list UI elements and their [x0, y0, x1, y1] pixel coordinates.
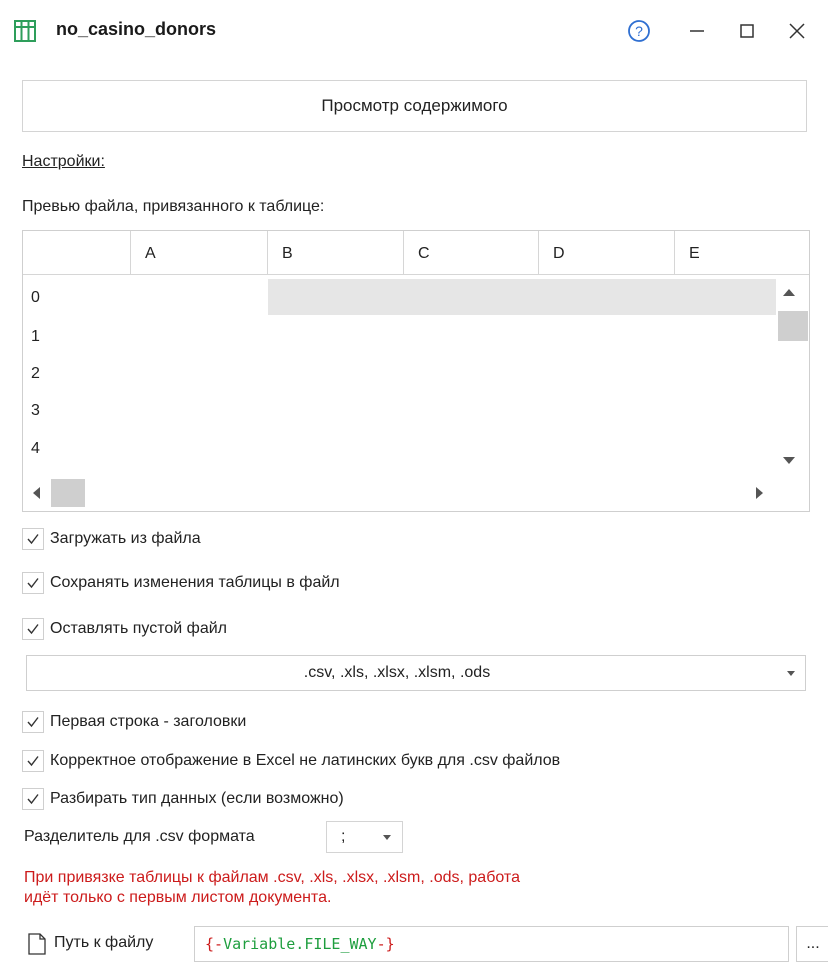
first-row-headers-option[interactable]: [22, 709, 246, 735]
excel-non-latin-option[interactable]: [22, 748, 560, 774]
file-path-input[interactable]: [194, 926, 789, 962]
csv-delimiter-label: Разделитель для .csv формата: [24, 828, 255, 845]
column-header-c[interactable]: C: [404, 231, 539, 275]
column-header-b[interactable]: B: [268, 231, 404, 275]
maximize-button[interactable]: [730, 14, 764, 48]
excel-non-latin-checkbox[interactable]: [22, 750, 44, 772]
file-format-value: .csv, .xls, .xlsx, .xlsm, .ods: [303, 664, 491, 681]
title-bar: [0, 0, 828, 62]
save-changes-checkbox[interactable]: [22, 572, 44, 594]
help-icon: [627, 19, 651, 43]
file-preview-grid[interactable]: [22, 230, 810, 512]
parse-data-types-label: Разбирать тип данных (если возможно): [50, 790, 344, 807]
view-contents-button[interactable]: Просмотр содержимого: [22, 80, 807, 132]
checkmark-icon: [26, 532, 40, 546]
scroll-down-icon[interactable]: [783, 457, 795, 464]
variable-close-brace: -}: [376, 935, 395, 953]
horizontal-scrollbar[interactable]: [23, 473, 809, 511]
load-from-file-option[interactable]: [22, 526, 201, 552]
horizontal-scroll-thumb[interactable]: [51, 479, 85, 507]
csv-delimiter-select[interactable]: [326, 821, 403, 853]
file-path-row: [22, 926, 820, 962]
column-header-e[interactable]: E: [689, 245, 700, 262]
file-format-select[interactable]: [26, 655, 806, 691]
help-button[interactable]: [622, 14, 656, 48]
checkmark-icon: [26, 792, 40, 806]
vertical-scrollbar[interactable]: [777, 276, 809, 471]
warning-line-2: идёт только с первым листом документа.: [24, 889, 332, 906]
scroll-up-icon[interactable]: [783, 289, 795, 296]
selected-row-highlight: [268, 279, 776, 315]
row-label: 1: [31, 328, 40, 345]
file-path-label: Путь к файлу: [54, 934, 154, 951]
parse-data-types-option[interactable]: [22, 786, 344, 812]
scroll-right-icon[interactable]: [756, 487, 763, 499]
row-label: 4: [31, 440, 40, 457]
table-icon: [14, 20, 36, 42]
save-changes-label: Сохранять изменения таблицы в файл: [50, 574, 340, 591]
close-button[interactable]: [780, 14, 814, 48]
keep-empty-file-option[interactable]: [22, 616, 227, 642]
warning-line-1: При привязке таблицы к файлам .csv, .xls, .xlsx, .xlsm, .ods, работа: [24, 869, 520, 886]
chevron-down-icon: [787, 671, 795, 676]
parse-data-types-checkbox[interactable]: [22, 788, 44, 810]
column-header-a[interactable]: A: [131, 231, 268, 275]
scroll-left-icon[interactable]: [33, 487, 40, 499]
load-from-file-label: Загружать из файла: [50, 530, 201, 547]
csv-delimiter-value: ;: [341, 828, 346, 845]
vertical-scroll-thumb[interactable]: [778, 311, 808, 341]
minimize-icon: [686, 20, 708, 42]
checkmark-icon: [26, 754, 40, 768]
keep-empty-file-checkbox[interactable]: [22, 618, 44, 640]
first-row-headers-label: Первая строка - заголовки: [50, 713, 247, 730]
file-path-value: [205, 935, 395, 953]
save-changes-option[interactable]: [22, 570, 340, 596]
file-preview-label: Превью файла, привязанного к таблице:: [22, 198, 325, 215]
row-number-header: [23, 231, 131, 275]
window-title: no_casino_donors: [56, 19, 217, 39]
first-row-headers-checkbox[interactable]: [22, 711, 44, 733]
svg-text:?: ?: [635, 23, 643, 39]
minimize-button[interactable]: [680, 14, 714, 48]
checkmark-icon: [26, 576, 40, 590]
grid-header: [23, 231, 809, 275]
load-from-file-checkbox[interactable]: [22, 528, 44, 550]
row-label: 2: [31, 365, 40, 382]
maximize-icon: [736, 20, 758, 42]
excel-non-latin-label: Корректное отображение в Excel не латинских букв для .csv файлов: [50, 752, 561, 769]
settings-link[interactable]: Настройки:: [22, 153, 105, 170]
row-label: 0: [31, 289, 40, 306]
variable-name: Variable.FILE_WAY: [223, 935, 377, 953]
file-icon: [28, 933, 46, 955]
first-sheet-warning: [24, 868, 724, 908]
checkmark-icon: [26, 622, 40, 636]
variable-open-brace: {-: [205, 935, 224, 953]
chevron-down-icon: [383, 835, 391, 840]
checkmark-icon: [26, 715, 40, 729]
close-icon: [786, 20, 808, 42]
row-label: 3: [31, 402, 40, 419]
column-header-d[interactable]: D: [539, 231, 675, 275]
keep-empty-file-label: Оставлять пустой файл: [50, 620, 227, 637]
browse-file-button[interactable]: ...: [796, 926, 828, 962]
